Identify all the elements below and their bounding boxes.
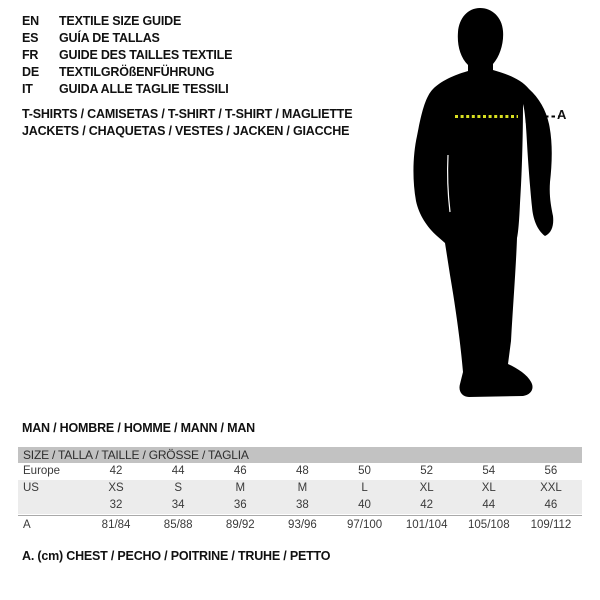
table-row-us-numeric: [18, 497, 582, 514]
language-title: GUIDA ALLE TAGLIE TESSILI: [59, 81, 229, 96]
language-code: FR: [22, 47, 39, 62]
language-row: [22, 29, 232, 46]
row-label: Europe: [23, 465, 61, 477]
table-cell: XXL: [540, 482, 562, 494]
measurement-label-a: A: [557, 107, 567, 122]
table-cell: 54: [482, 465, 496, 477]
table-cell: 89/92: [225, 519, 255, 531]
table-cell: XL: [419, 482, 434, 494]
table-cell: XS: [108, 482, 124, 494]
table-cell: 44: [171, 465, 185, 477]
language-code: EN: [22, 13, 39, 28]
table-cell: 36: [233, 499, 247, 511]
table-cell: M: [297, 482, 308, 494]
row-label: US: [23, 482, 39, 494]
table-cell: 52: [420, 465, 434, 477]
table-cell: 38: [296, 499, 309, 511]
table-cell: XL: [481, 482, 496, 494]
category-tshirts: T-SHIRTS / CAMISETAS / T-SHIRT / T-SHIRT / MAGLIETTE: [22, 107, 353, 121]
language-code: DE: [22, 64, 39, 79]
size-table-header: SIZE / TALLA / TAILLE / GRÖSSE / TAGLIA: [18, 447, 582, 463]
size-table: [18, 447, 582, 534]
table-cell: 85/88: [163, 519, 193, 531]
table-cell: 50: [358, 465, 371, 477]
table-cell: L: [361, 482, 368, 494]
table-cell: 105/108: [468, 519, 510, 531]
table-cell: 46: [544, 499, 558, 511]
language-row: [22, 46, 232, 63]
language-code: ES: [22, 30, 39, 45]
language-row: [22, 80, 232, 97]
table-cell: 32: [109, 499, 123, 511]
language-row: [22, 63, 232, 80]
category-list: [22, 106, 352, 140]
table-cell: 42: [109, 465, 123, 477]
table-row-us: [18, 480, 582, 497]
table-cell: 40: [358, 499, 371, 511]
language-title: TEXTILE SIZE GUIDE: [59, 13, 182, 28]
table-row-europe: [18, 463, 582, 480]
man-silhouette-graphic: [403, 5, 578, 400]
table-row-chest-a: [18, 515, 582, 534]
table-cell: M: [235, 482, 246, 494]
table-cell: 97/100: [346, 519, 383, 531]
table-cell: 46: [233, 465, 247, 477]
language-row: [22, 12, 232, 29]
table-cell: 44: [482, 499, 496, 511]
language-title: GUIDE DES TAILLES TEXTILE: [59, 47, 233, 62]
table-cell: S: [174, 482, 183, 494]
language-title: TEXTILGRÖßENFÜHRUNG: [59, 64, 215, 79]
table-cell: 101/104: [405, 519, 448, 531]
table-cell: 109/112: [530, 519, 572, 531]
table-cell: 34: [171, 499, 185, 511]
table-cell: 48: [296, 465, 309, 477]
table-cell: 93/96: [288, 519, 317, 531]
section-title-man: MAN / HOMBRE / HOMME / MANN / MAN: [22, 421, 255, 435]
table-cell: 56: [544, 465, 558, 477]
row-label: [18, 497, 85, 514]
table-cell: 42: [420, 499, 434, 511]
row-label: A: [23, 519, 31, 531]
measurement-footnote: A. (cm) CHEST / PECHO / POITRINE / TRUHE / PETTO: [22, 549, 331, 563]
language-list: [22, 12, 232, 97]
language-code: IT: [22, 81, 33, 96]
table-cell: 81/84: [101, 519, 131, 531]
category-jackets: JACKETS / CHAQUETAS / VESTES / JACKEN / GIACCHE: [22, 124, 350, 138]
man-silhouette: [403, 5, 578, 400]
language-title: GUÍA DE TALLAS: [59, 30, 160, 45]
